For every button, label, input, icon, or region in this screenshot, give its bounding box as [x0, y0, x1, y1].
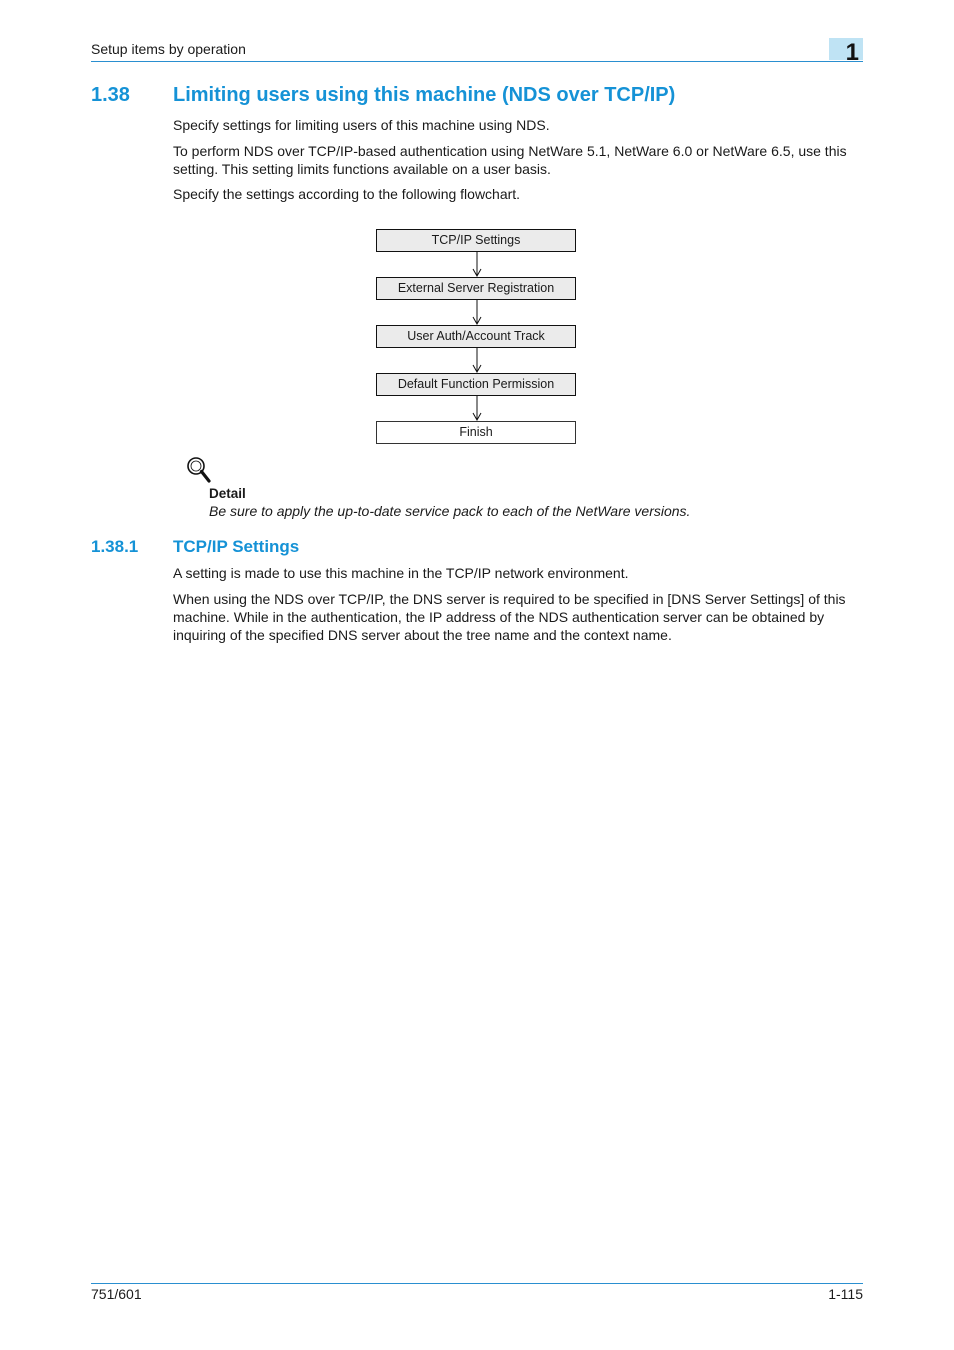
subsection-paragraph: A setting is made to use this machine in the TCP/IP network environment.	[173, 565, 629, 581]
flowchart-step-default-permission: Default Function Permission	[376, 373, 576, 396]
subsection-title-text: TCP/IP Settings	[173, 537, 300, 556]
header-rule	[91, 61, 863, 62]
section-paragraph: Specify the settings according to the following flowchart.	[173, 186, 521, 202]
flowchart-step-external-server: External Server Registration	[376, 277, 576, 300]
flowchart-step-finish: Finish	[376, 421, 576, 444]
footer-model: 751/601	[91, 1286, 142, 1302]
running-header: Setup items by operation	[91, 41, 246, 57]
section-number: 1.38	[91, 84, 130, 106]
section-title	[91, 84, 675, 107]
flowchart-step-user-auth: User Auth/Account Track	[376, 325, 576, 348]
section-paragraph: To perform NDS over TCP/IP-based authentication using NetWare 5.1, NetWare 6.0 or NetWare 6.5, use this setting. This setting limits functions available on a user basis.	[173, 143, 847, 177]
section-title-text: Limiting users using this machine (NDS over TCP/IP)	[173, 84, 676, 106]
flow-arrow	[473, 396, 481, 420]
subsection-title	[91, 537, 299, 557]
magnifier-icon	[186, 456, 212, 486]
chapter-tab	[829, 38, 863, 66]
detail-text: Be sure to apply the up-to-date service pack to each of the NetWare versions.	[209, 503, 691, 519]
footer-page-number: 1-115	[828, 1286, 863, 1302]
subsection-number: 1.38.1	[91, 537, 139, 556]
detail-label: Detail	[209, 486, 246, 501]
chapter-number: 1	[845, 39, 859, 66]
footer-rule	[91, 1283, 863, 1284]
flow-arrow	[473, 252, 481, 276]
section-paragraph: Specify settings for limiting users of this machine using NDS.	[173, 117, 550, 133]
flowchart-step-tcpip: TCP/IP Settings	[376, 229, 576, 252]
flow-arrow	[473, 300, 481, 324]
subsection-paragraph: When using the NDS over TCP/IP, the DNS server is required to be specified in [DNS Server Settings] of this machine. While in the authentication, the IP address of the NDS authentication server can be obtained by inquiring of the specified DNS server about the tree name and the context name.	[173, 591, 846, 643]
flowchart-connectors	[466, 252, 488, 422]
flow-arrow	[473, 348, 481, 372]
